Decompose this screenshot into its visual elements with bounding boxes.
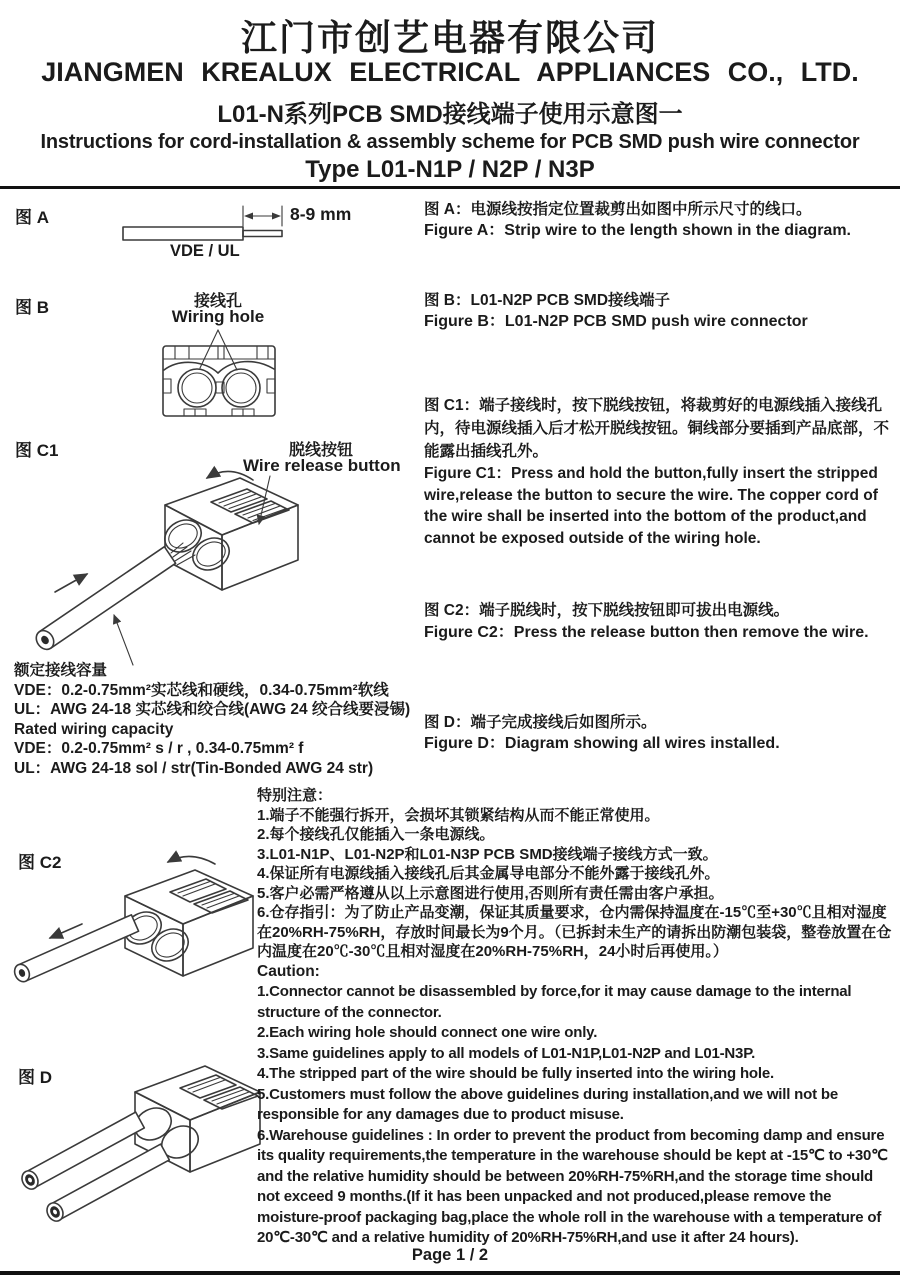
figure-d-label: 图 D — [18, 1068, 52, 1087]
wiring-hole-right — [222, 369, 260, 407]
note-cn-1: 1.端子不能强行拆开，会损坏其锁紧结构从而不能正常使用。 — [257, 806, 660, 824]
capacity-title-en: Rated wiring capacity — [14, 720, 174, 738]
header-divider — [0, 186, 900, 189]
note-cn-2: 2.每个接线孔仅能插入一条电源线。 — [257, 826, 495, 843]
capacity-ul-cn: UL：AWG 24-18 实芯线和绞合线(AWG 24 绞合线要浸锡) — [14, 701, 411, 718]
figure-d-wires-installed-drawing — [10, 1058, 290, 1276]
document-title-chinese: L01-N系列PCB SMD接线端子使用示意图一 — [217, 101, 683, 128]
press-button-curved-arrow — [207, 471, 253, 480]
figure-c1-description-en: Figure C1：Press and hold the button,fully insert the stripped wire,release the button to secure the wire. The copper cord of the wire shall be inserted into the bottom of the product,and cannot be exposed outside of the wiring hole. — [424, 465, 878, 547]
figure-c1-label: 图 C1 — [15, 441, 59, 460]
figure-b-description-cn: 图 B：L01-N2P PCB SMD接线端子 — [424, 292, 671, 309]
figure-a-description — [424, 199, 898, 241]
page-number: Page 1 / 2 — [411, 1246, 489, 1264]
figure-a-wire-strip-drawing — [108, 198, 288, 246]
pull-out-direction-arrow — [50, 924, 82, 938]
figure-c2-description-en: Figure C2：Press the release button then remove the wire. — [424, 624, 869, 641]
caution-en-5: 5.Customers must follow the above guidelines during installation,and we will not be responsible for any damages due to product misuse. — [257, 1085, 838, 1123]
special-notes — [257, 786, 899, 1249]
empty-wiring-hole — [187, 532, 235, 576]
figure-c1-insert-wire-drawing — [15, 462, 315, 667]
strip-length-dimension: 8-9 mm — [290, 204, 352, 224]
wire-stripped-conductor — [243, 231, 282, 237]
wiring-hole-callout-cn: 接线孔 — [193, 293, 242, 310]
figure-a-description-en: Figure A：Strip wire to the length shown in the diagram. — [424, 222, 851, 239]
note-cn-4: 4.保证所有电源线插入接线孔后其金属导电部分不能外露于接线孔外。 — [257, 865, 720, 882]
caution-title: Caution: — [257, 962, 320, 980]
capacity-leader-line — [114, 615, 133, 665]
figure-c2-remove-wire-drawing — [10, 848, 280, 1038]
wire-standard-label: VDE / UL — [170, 242, 240, 260]
caution-en-2: 2.Each wiring hole should connect one wire only. — [257, 1024, 598, 1041]
dimension-arrow-right — [272, 213, 281, 220]
figure-d-description-en: Figure D：Diagram showing all wires installed. — [424, 735, 780, 752]
wire-insulation — [123, 227, 243, 240]
capacity-ul-en: UL：AWG 24-18 sol / str(Tin-Bonded AWG 24 str) — [14, 759, 374, 777]
figure-b-label: 图 B — [15, 298, 49, 317]
figure-b-connector-front-drawing — [158, 326, 288, 426]
dimension-arrow-left — [244, 213, 253, 220]
insert-direction-arrow — [55, 574, 87, 592]
figure-d-description-cn: 图 D：端子完成接线后如图所示。 — [424, 714, 657, 731]
note-cn-5: 5.客户必需严格遵从以上示意图进行使用,否则所有责任需由客户承担。 — [257, 884, 724, 902]
figure-c2-label: 图 C2 — [18, 853, 62, 872]
capacity-vde-cn: VDE：0.2-0.75mm²实芯线和硬线，0.34-0.75mm²软线 — [14, 681, 389, 699]
note-cn-6: 6.仓存指引：为了防止产品变潮，保证其质量要求，仓内需保持温度在-15℃至+30℃且相对湿度在20%RH-75%RH，存放时间最长为9个月。（已拆封未生产的请拆出防潮包装袋，整卷放置在仓内温度在20℃-30℃且相对湿度在20%RH-75%RH，24小时后再使用。） — [257, 904, 892, 960]
caution-en-6: 6.Warehouse guidelines : In order to prevent the product from becoming damp and ensure its quality requirements,the temperature in the warehouse should be kept at -15℃ to +30℃ and the relative humidity should be between 20%RH-75%RH,and the storage time should not exceed 9 months.(If it has been unpacked and not produced,please remove the moisture-proof packaging bag,place the whole roll in the warehouse with a temperature of 20℃-30℃ and a relative humidity of 20%RH-75%RH,and use it after 24 hours). — [257, 1126, 888, 1246]
figure-c1-description-cn: 图 C1：端子接线时，按下脱线按钮，将裁剪好的电源线插入接线孔内，待电源线插入后才松开脱线按钮。铜线部分要插到产品底部，不能露出插线孔外。 — [424, 397, 890, 460]
figure-a-description-cn: 图 A：电源线按指定位置裁剪出如图中所示尺寸的线口。 — [424, 201, 812, 218]
notes-title-cn: 特别注意： — [257, 787, 333, 804]
product-type-line: Type L01-N1P / N2P / N3P — [305, 156, 595, 183]
press-button-curved-arrow — [168, 856, 215, 864]
caution-en-4: 4.The stripped part of the wire should be fully inserted into the wiring hole. — [257, 1065, 774, 1082]
caution-en-3: 3.Same guidelines apply to all models of L01-N1P,L01-N2P and L01-N3P. — [257, 1044, 756, 1062]
wiring-hole-callout-en: Wiring hole — [171, 307, 265, 326]
figure-b-description — [424, 290, 898, 332]
caution-en-1: 1.Connector cannot be disassembled by force,for it may cause damage to the internal structure of the connector. — [257, 983, 852, 1021]
figure-d-description — [424, 712, 898, 754]
release-button-right — [204, 1087, 258, 1109]
footer-divider — [0, 1271, 900, 1275]
figure-a-label: 图 A — [15, 208, 49, 227]
document-title-english: Instructions for cord-installation & assembly scheme for PCB SMD push wire connector — [40, 131, 860, 153]
rated-wiring-capacity — [14, 661, 410, 778]
figure-c1-description — [424, 394, 898, 549]
release-button-callout-cn: 脱线按钮 — [289, 442, 354, 459]
figure-c2-description-cn: 图 C2：端子脱线时，按下脱线按钮即可拔出电源线。 — [424, 602, 790, 619]
company-name-chinese: 江门市创艺电器有限公司 — [240, 17, 659, 58]
capacity-vde-en: VDE：0.2-0.75mm² s / r , 0.34-0.75mm² f — [14, 740, 304, 757]
wire-body — [39, 547, 175, 649]
figure-b-description-en: Figure B：L01-N2P PCB SMD push wire connector — [424, 313, 808, 330]
figure-c2-description — [424, 600, 898, 644]
capacity-title-cn: 额定接线容量 — [14, 662, 108, 679]
note-cn-3: 3.L01-N1P、L01-N2P和L01-N3P PCB SMD接线端子接线方式一致。 — [257, 845, 718, 863]
release-button-callout-en: Wire release button — [243, 456, 401, 475]
company-name-english: JIANGMEN KREALUX ELECTRICAL APPLIANCES CO., LTD. — [41, 57, 859, 87]
wiring-hole-left — [178, 369, 216, 407]
